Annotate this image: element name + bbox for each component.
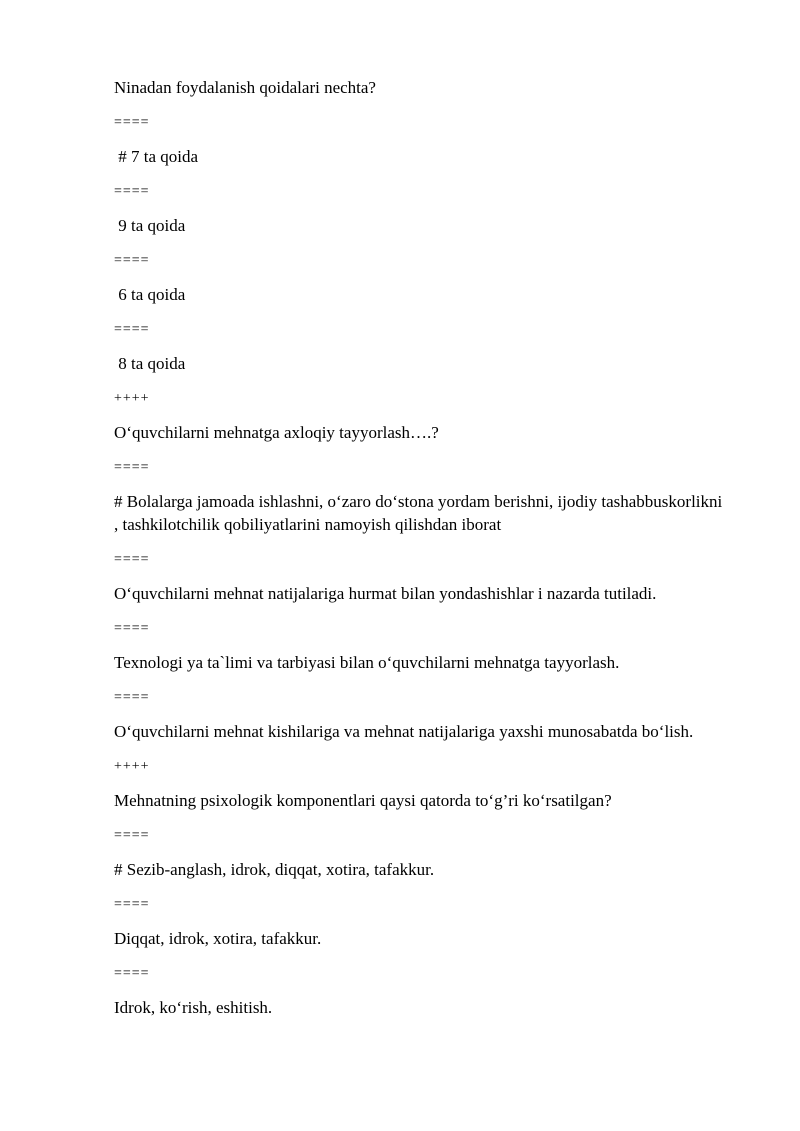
separator-line: ++++ (114, 391, 150, 406)
answer-option: 8 ta qoida (114, 354, 186, 373)
separator-line: ++++ (114, 759, 150, 774)
quiz-document (114, 76, 727, 1031)
answer-option: O‘quvchilarni mehnat kishilariga va mehnat natijalariga yaxshi munosabatda bo‘lish. (114, 722, 694, 741)
separator-line: ==== (114, 552, 150, 567)
separator-line: ==== (114, 460, 150, 475)
answer-option: Diqqat, idrok, xotira, tafakkur. (114, 929, 322, 948)
separator-line: ==== (114, 690, 150, 705)
question-text: O‘quvchilarni mehnatga axloqiy tayyorlash….? (114, 423, 439, 442)
separator-line: ==== (114, 184, 150, 199)
separator-line: ==== (114, 966, 150, 981)
answer-option: Idrok, ko‘rish, eshitish. (114, 998, 273, 1017)
question-text: Mehnatning psixologik komponentlari qaysi qatorda to‘g’ri ko‘rsatilgan? (114, 791, 612, 810)
answer-option: Texnologi ya ta`limi va tarbiyasi bilan o‘quvchilarni mehnatga tayyorlash. (114, 653, 620, 672)
answer-option: # Bolalarga jamoada ishlashni, o‘zaro do‘stona yordam berishni, ijodiy tashabbuskorlikni , tashkilotchilik qobiliyatlarini namoyish qilishdan iborat (114, 492, 727, 534)
separator-line: ==== (114, 897, 150, 912)
separator-line: ==== (114, 621, 150, 636)
separator-line: ==== (114, 115, 150, 130)
answer-option: # Sezib-anglash, idrok, diqqat, xotira, tafakkur. (114, 860, 435, 879)
separator-line: ==== (114, 828, 150, 843)
separator-line: ==== (114, 253, 150, 268)
separator-line: ==== (114, 322, 150, 337)
question-text: Ninadan foydalanish qoidalari nechta? (114, 78, 376, 97)
answer-option: 9 ta qoida (114, 216, 186, 235)
answer-option: # 7 ta qoida (114, 147, 199, 166)
answer-option: 6 ta qoida (114, 285, 186, 304)
answer-option: O‘quvchilarni mehnat natijalariga hurmat bilan yondashishlar i nazarda tutiladi. (114, 584, 657, 603)
